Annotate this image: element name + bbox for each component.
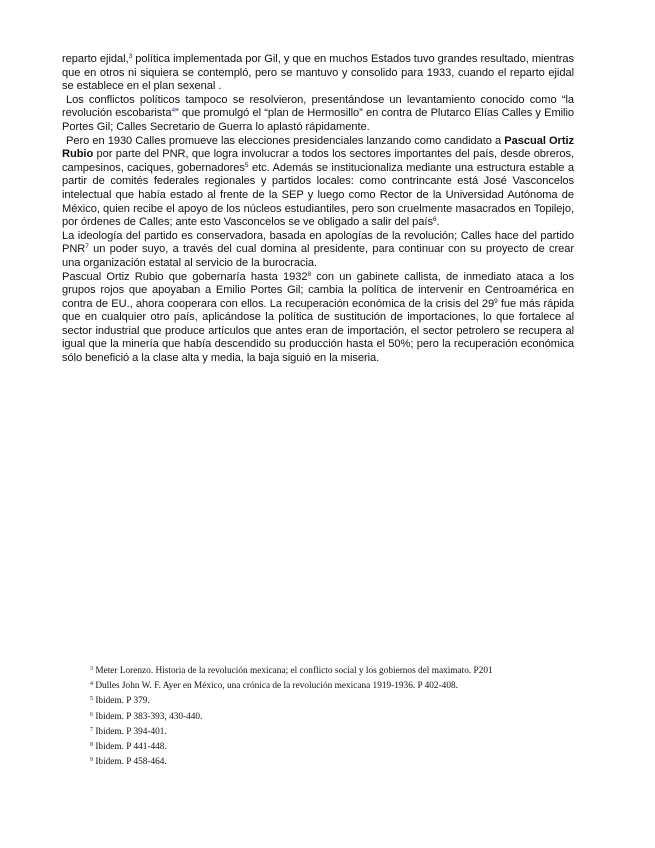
paragraph-3: Pero en 1930 Calles promueve las elecciones presidenciales lanzando como candidato a Pascual Ortiz Rubio por parte del PNR, que logra involucrar a todos los sectores importantes del país, desde obreros, campesinos, caciques, gobernadores$^5$ etc. Además se institucionaliza mediante una estructura estable a partir de comités federales regionales y partidos locales: como contrincante está José Vasconcelos intelectual que había estado al frente de la SEP y luego como Rector de la Universidad Autónoma de México, quien recibe el apoyo de los núcleos estudiantiles, pero son cruelmente masacrados en Topilejo, por órdenes de Calles; ante esto Vasconcelos se ve obligado a salir del país$^6$. <box>62 134 575 229</box>
footnote-ref-4[interactable]: 4 <box>171 107 176 115</box>
footnote-4: $^4$ Dulles John W. F. Ayer en México, una crónica de la revolución mexicana 1919-1936. P 402-408. <box>90 681 458 692</box>
footnote-ref-6: 6 <box>432 216 437 224</box>
paragraph-4: La ideología del partido es conservadora, basada en apologías de la revolución; Calles hace del partido PNR$^7$ un poder suyo, a través del cual domina al presidente, para continuar con su proyecto de crear una organización estatal al servicio de la burocracia. <box>62 229 574 269</box>
footnote-ref-3: 3 <box>128 53 133 60</box>
candidate-name-bold: Pascual Ortiz Rubio <box>62 134 575 161</box>
footnote-3: $^3$ Meter Lorenzo. Historia de la revolución mexicana; el conflicto social y los gobiernos del maximato. P201 <box>90 666 493 676</box>
footnote-8: $^8$ Ibidem. P 441-448. <box>90 742 167 753</box>
paragraph-5: Pascual Ortiz Rubio que gobernaría hasta 1932$^8$ con un gabinete callista, de inmediato ataca a los grupos rojos que apoyaban a Emilio Portes Gil; cambia la política de intervenir en Centroamérica en contra de EU., ahora cooperara con ellos. La recuperación económica de la crisis del $29^9$ fue más rápida que en cualquier otro país, aplicándose la política de sustitución de importaciones, lo que fortalece al sector industrial que produce artículos que antes eran de importación, el sector petrolero se recupera al igual que la minería que había descendido su producción hasta el 50%; pero la recuperación económica sólo benefició a la clase alta y media, la baja siguió en la miseria. <box>62 270 574 365</box>
body-text <box>62 53 574 366</box>
footnote-5: $^5$ Ibidem. P 379. <box>90 696 150 707</box>
footnote-7: $^7$ Ibidem. P 394-401. <box>90 726 167 737</box>
footnote-ref-8: 8 <box>307 270 312 278</box>
footnotes <box>90 664 590 770</box>
footnote-9: $^9$ Ibidem. P 458-464. <box>90 757 167 768</box>
footnote-ref-7: 7 <box>85 243 89 251</box>
paragraph-1: reparto ejidal,$^3$ política implementada por Gil, y que en muchos Estados tuvo grandes resultado, mientras que en otros ni siquiera se contempló, pero se mantuvo y consolido para 1933, cuando el reparto ejidal se establece en el plan sexenal . <box>62 53 575 93</box>
footnote-ref-5: 5 <box>244 161 249 169</box>
paragraph-2: Los conflictos políticos tampoco se resolvieron, presentándose un levantamiento conocido como “la revolución escobarista$^4$” que promulgó el “plan de Hermosillo” en contra de Plutarco Elías Calles y Emilio Portes Gil; Calles Secretario de Guerra lo aplastó rápidamente. <box>62 93 574 133</box>
footnote-6: $^6$ Ibidem. P 383-393, 430-440. <box>90 711 203 722</box>
footnote-ref-9: 9 <box>494 297 498 305</box>
